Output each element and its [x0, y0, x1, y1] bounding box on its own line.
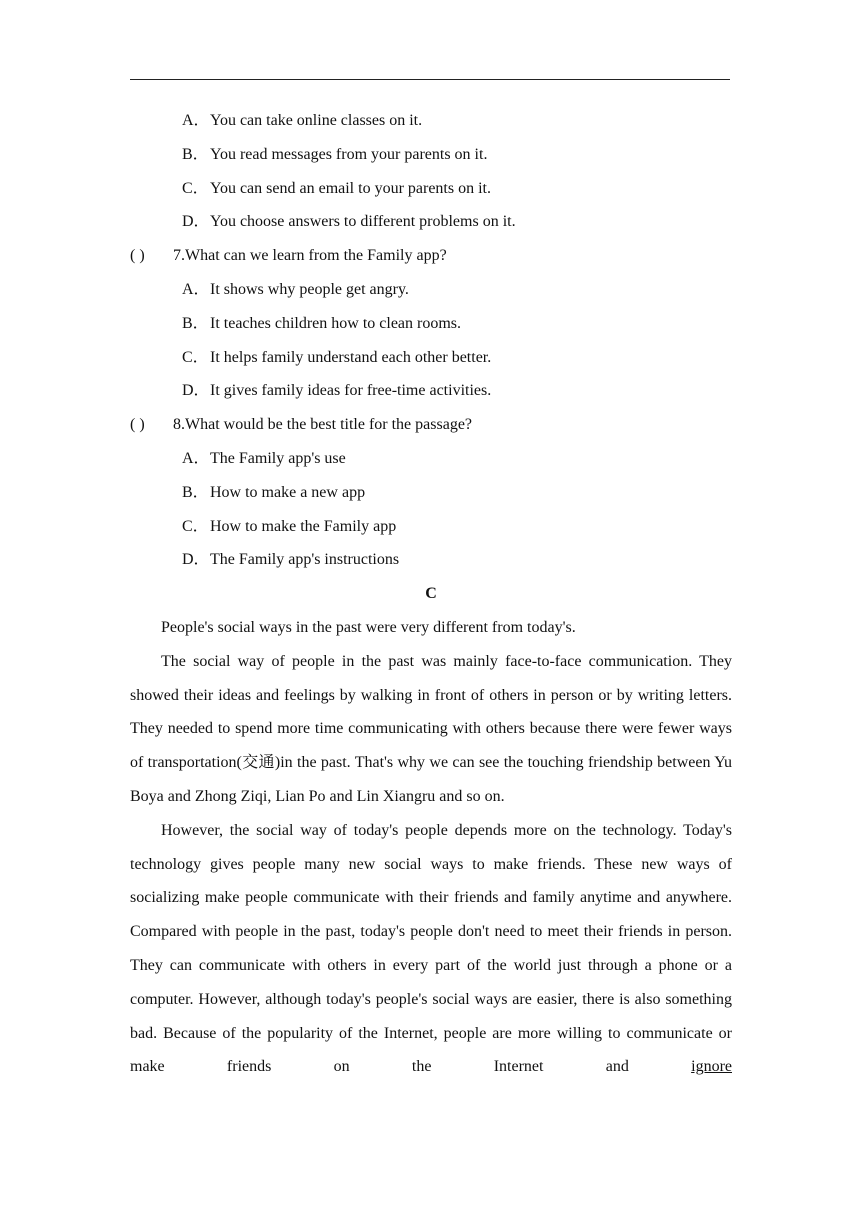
answer-blank[interactable]: ( ) — [130, 247, 145, 265]
underlined-word: ignore — [691, 1058, 732, 1076]
q8-option-d: D．The Family app's instructions — [182, 551, 400, 569]
section-heading: C — [425, 585, 437, 603]
q7-option-d: D．It gives family ideas for free-time activities. — [182, 382, 492, 400]
passage-paragraph-1: People's social ways in the past were very different from today's. — [161, 618, 576, 636]
q7-option-b: B．It teaches children how to clean rooms. — [182, 314, 462, 332]
q8-option-c: C．How to make the Family app — [182, 517, 397, 535]
q6-option-b: B．You read messages from your parents on it. — [182, 145, 488, 163]
question-7: ( ) 7.What can we learn from the Family app? — [130, 239, 732, 273]
q8-option-a: A．The Family app's use — [182, 449, 346, 467]
q8-option-b: B．How to make a new app — [182, 483, 366, 501]
q6-option-c: C．You can send an email to your parents on it. — [182, 179, 491, 197]
q7-option-a: A．It shows why people get angry. — [182, 280, 409, 298]
q6-option-d: D．You choose answers to different problems on it. — [182, 213, 516, 231]
header-rule — [130, 79, 730, 80]
q6-option-a: A．You can take online classes on it. — [182, 112, 423, 129]
passage-paragraph-3: However, the social way of today's people depends more on the technology. Today's technology gives people many new social ways to make friends. These new ways of socializing make people communicate with their friends and family anytime and anywhere. Compared with people in the past, today's people don't need to meet their friends in person. They can communicate with others in every part of the world just through a phone or a computer. However, although today's people's social ways are easier, there is also something bad. Because of the popularity of the Internet, people are more willing to communicate or make friends on the Internet and ignore — [130, 821, 732, 1076]
answer-blank[interactable]: ( ) — [130, 416, 145, 434]
page-content — [130, 104, 732, 1084]
passage-paragraph-2: The social way of people in the past was mainly face-to-face communication. They showed their ideas and feelings by walking in front of others in person or by writing letters. They needed to spend more time communicating with others because there were fewer ways of transportation(交通)in the past. That's why we can see the touching friendship between Yu Boya and Zhong Ziqi, Lian Po and Lin Xiangru and so on. — [130, 652, 732, 805]
question-8: ( ) 8.What would be the best title for the passage? — [130, 408, 732, 442]
q7-option-c: C．It helps family understand each other better. — [182, 348, 492, 366]
